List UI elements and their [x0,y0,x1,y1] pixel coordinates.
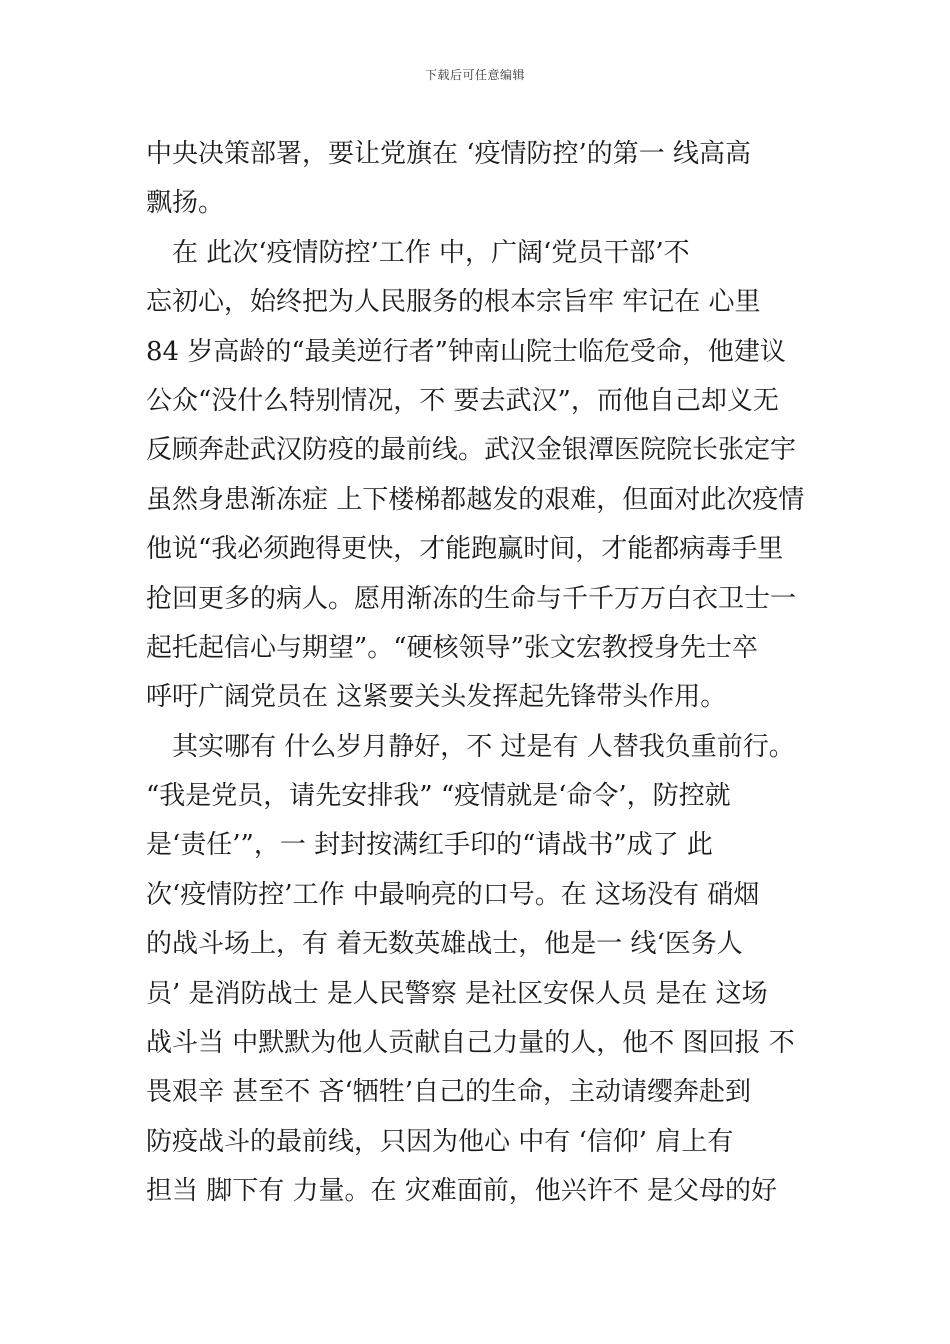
page-header: 下载后可任意编辑 [424,68,525,82]
text-line: 忘初心，始终把为人民服务的根本宗旨牢 牢记在 心里 [146,287,761,318]
text-line: “我是党员，请先安排我” “疫情就是‘命令’，防控就 [146,781,731,812]
text-line: 84 岁高龄的“最美逆行者”钟南山院士临危受命，他建议 [146,336,786,367]
text-line: 在 此次‘疫情防控’工作 中，广阔‘党员干部’不 [146,237,690,268]
text-line: 其实哪有 什么岁月静好，不 过是有 人替我负重前行。 [146,731,795,762]
text-line: 次‘疫情防控’工作 中最响亮的口号。在 这场没有 硝烟 [146,879,760,910]
text-line: 员’ 是消防战士 是人民警察 是社区安保人员 是在 这场 [146,978,768,1009]
text-line: 反顾奔赴武汉防疫的最前线。武汉金银潭医院院长张定宇 [146,435,797,466]
text-line: 防疫战斗的最前线，只因为他心 中有 ‘信仰’ 肩上有 [146,1126,734,1157]
text-line: 虽然身患渐冻症 上下楼梯都越发的艰难，但面对此次疫情 [146,484,805,515]
text-line: 飘扬。 [146,188,225,219]
text-line: 抢回更多的病人。愿用渐冻的生命与千千万万白衣卫士一 [146,583,797,614]
text-line: 的战斗场上，有 着无数英雄战士，他是一 线‘医务人 [146,929,743,960]
text-line: 中央决策部署，要让党旗在 ‘疫情防控’的第一 线高高 [146,139,752,169]
text-line: 呼吁广阔党员在 这紧要关头发挥起先锋带头作用。 [146,682,727,713]
text-line: 畏艰辛 甚至不 吝‘牺牲’自己的生命，主动请缨奔赴到 [146,1077,752,1108]
text-line: 战斗当 中默默为他人贡献自己力量的人，他不 图回报 不 [146,1028,795,1059]
text-line: 起托起信心与期望”。“硬核领导”张文宏教授身先士卒 [146,632,758,663]
body-text [146,130,846,1217]
text-line: 他说“我必须跑得更快，才能跑赢时间，才能都病毒手里 [146,534,784,565]
text-line: 公众“没什么特别情况，不 要去武汉”，而他自己却义无 [146,385,779,416]
text-line: 担当 脚下有 力量。在 灾难面前，他兴许不 是父母的好 [146,1176,778,1207]
text-line: 是‘责任’”，一 封封按满红手印的“请战书”成了 此 [146,830,713,861]
